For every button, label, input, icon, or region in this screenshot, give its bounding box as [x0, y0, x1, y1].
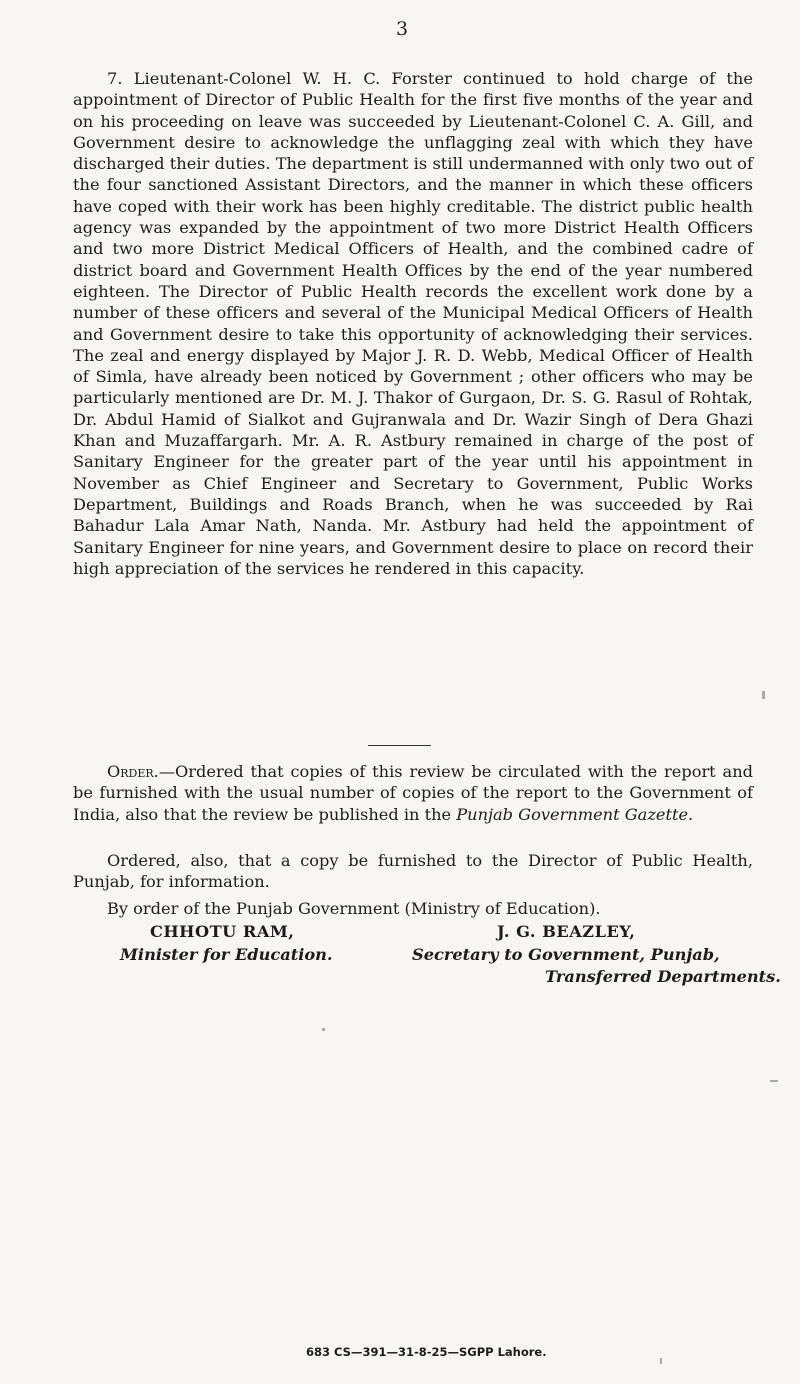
gazette-name: Punjab Government Gazette — [456, 804, 689, 824]
page-number: 3 — [396, 18, 409, 40]
paragraph-7: 7. Lieutenant-Colonel W. H. C. Forster continued to hold charge of the appointment of Director of Public Health for the first five months of the year and on his proceeding on leave was succeeded by Lieutenant-Colonel C. A. Gill, and Government desire to acknowledge the unflagging zeal with which they have discharged their duties. The department is still undermanned with only two out of the four sanctioned Assistant Directors, and the manner in which these officers have coped with their work has been highly creditable. The district public health agency was expanded by the appointment of two more District Health Officers and two more District Medical Officers of Health, and the combined cadre of district board and Government Health Offices by the end of the year numbered eighteen. The Director of Public Health records the excellent work done by a number of these officers and several of the Municipal Medical Officers of Health and Government desire to take this opportunity of acknowledging their services. The zeal and energy displayed by Major J. R. D. Webb, Medical Officer of Health of Simla, have already been noticed by Government ; other officers who may be particularly mentioned are Dr. M. J. Thakor of Gurgaon, Dr. S. G. Rasul of Rohtak, Dr. Abdul Hamid of Sialkot and Gujranwala and Dr. Wazir Singh of Dera Ghazi Khan and Muzaffargarh. Mr. A. R. Astbury remained in charge of the post of Sanitary Engineer for the greater part of the year until his appointment in November as Chief Engineer and Secretary to Government, Public Works Department, Buildings and Roads Branch, when he was succeeded by Rai Bahadur Lala Amar Nath, Nanda. Mr. Astbury had held the appointment of Sanitary Engineer for nine years, and Government desire to place on record their high appreciation of the services he rendered in this capacity. — [73, 69, 753, 578]
order-label: Order. — [107, 762, 159, 781]
section-divider — [368, 745, 431, 746]
signatory-left-title: Minister for Education. — [120, 945, 333, 964]
ink-speck — [660, 1358, 662, 1364]
signatory-right-title-continued: Transferred Departments. — [545, 967, 781, 986]
ordered-also-paragraph: Ordered, also, that a copy be furnished to the Director of Public Health, Punjab, for information. — [73, 851, 753, 892]
ink-speck — [322, 1028, 325, 1031]
printer-imprint: 683 CS—391—31-8-25—SGPP Lahore. — [306, 1345, 547, 1359]
signatory-right-name: J. G. BEAZLEY, — [497, 922, 636, 941]
order-paragraph — [73, 761, 753, 825]
signatory-right-title: Secretary to Government, Punjab, — [412, 945, 720, 964]
by-order-line: By order of the Punjab Government (Ministry of Education). — [107, 899, 601, 918]
signatory-left-name: CHHOTU RAM, — [150, 922, 295, 941]
order-text: —Ordered that copies of this review be circulated with the report and be furnished with the usual number of copies of the report to the Government of India, also that the review be published in the — [73, 762, 753, 824]
ink-speck — [762, 691, 765, 699]
order-text-end: . — [688, 804, 694, 824]
ink-speck — [770, 1080, 778, 1082]
